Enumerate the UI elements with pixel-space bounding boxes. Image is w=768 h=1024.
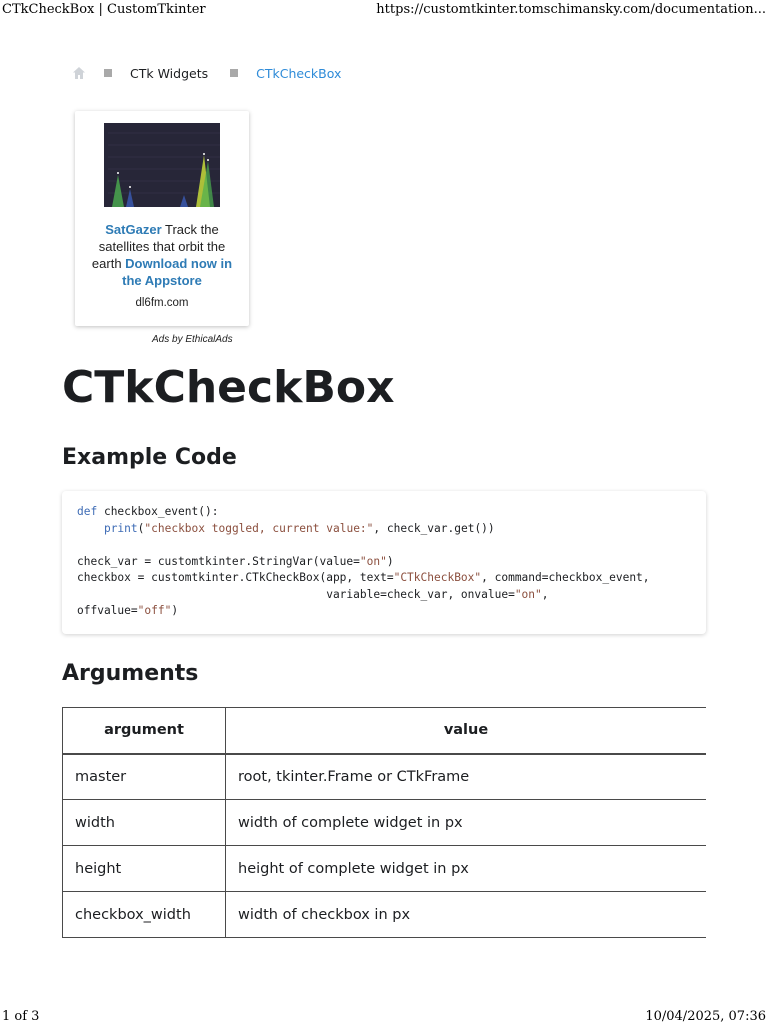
code-text: ,: [541, 587, 549, 601]
breadcrumb-item-ctk-widgets[interactable]: CTk Widgets: [130, 65, 209, 81]
breadcrumb-item-current[interactable]: CTkCheckBox: [256, 65, 342, 81]
table-header-row: [63, 708, 707, 754]
code-line: [77, 554, 691, 571]
breadcrumb: [72, 64, 363, 82]
value-cell: root, tkinter.Frame or CTkFrame: [226, 754, 707, 800]
code-text: offvalue=: [77, 604, 138, 617]
home-icon[interactable]: [72, 66, 86, 80]
code-keyword: print: [103, 521, 138, 535]
ads-by-ethicalads[interactable]: Ads by EthicalAds: [152, 334, 233, 345]
print-url: https://customtkinter.tomschimansky.com/documentation...: [376, 2, 766, 17]
print-datetime: 10/04/2025, 07:36: [645, 1009, 766, 1024]
argument-cell: master: [63, 754, 226, 800]
table-row: [63, 892, 707, 938]
value-cell: width of complete widget in px: [226, 800, 707, 846]
print-page-count: 1 of 3: [2, 1009, 40, 1024]
argument-cell: height: [63, 846, 226, 892]
code-line: [77, 587, 691, 604]
code-line: [77, 603, 691, 620]
arguments-heading: Arguments: [62, 661, 199, 686]
code-keyword: def: [77, 505, 98, 518]
code-string: "on": [514, 587, 542, 601]
breadcrumb-separator: [104, 69, 112, 77]
code-string: "checkbox toggled, current value:": [144, 521, 374, 535]
code-text: checkbox_event():: [97, 505, 219, 518]
print-page-title: CTkCheckBox | CustomTkinter: [2, 2, 206, 17]
code-text: variable=check_var, onvalue=: [77, 587, 515, 601]
code-text: check_var = customtkinter.StringVar(value=: [77, 554, 360, 568]
table-row: [63, 846, 707, 892]
value-cell: width of checkbox in px: [226, 892, 707, 938]
table-row: [63, 754, 707, 800]
code-line: [77, 521, 691, 538]
page-title: CTkCheckBox: [62, 362, 395, 413]
column-header-argument: argument: [63, 708, 226, 754]
code-string: "on": [359, 554, 387, 568]
arguments-table: [62, 707, 706, 938]
ad-chart-image[interactable]: [104, 123, 220, 207]
ad-domain: dl6fm.com: [135, 297, 189, 309]
code-text: (: [137, 521, 145, 535]
argument-cell: checkbox_width: [63, 892, 226, 938]
code-text: ): [171, 604, 179, 617]
argument-cell: width: [63, 800, 226, 846]
code-line: [77, 570, 691, 587]
ad-cta-link[interactable]: Download now in the Appstore: [122, 256, 233, 288]
ad-card[interactable]: [75, 111, 249, 326]
code-text: checkbox = customtkinter.CTkCheckBox(app, text=: [77, 571, 394, 584]
breadcrumb-separator: [230, 69, 238, 77]
ad-brand-link[interactable]: SatGazer: [105, 222, 162, 237]
code-text: ): [386, 554, 394, 568]
ad-text: [85, 221, 239, 289]
example-code-heading: Example Code: [62, 445, 237, 470]
value-cell: height of complete widget in px: [226, 846, 707, 892]
ad-body-text: Track the satellites that orbit the earth: [91, 222, 226, 271]
code-string: "off": [137, 604, 172, 617]
code-string: "CTkCheckBox": [393, 571, 482, 584]
column-header-value: value: [226, 708, 707, 754]
code-text: , command=checkbox_event,: [481, 571, 650, 584]
code-line: [77, 504, 691, 521]
table-row: [63, 800, 707, 846]
code-line: [77, 537, 691, 554]
code-text: [77, 522, 104, 535]
code-text: , check_var.get()): [373, 521, 495, 535]
code-block: [62, 491, 706, 634]
